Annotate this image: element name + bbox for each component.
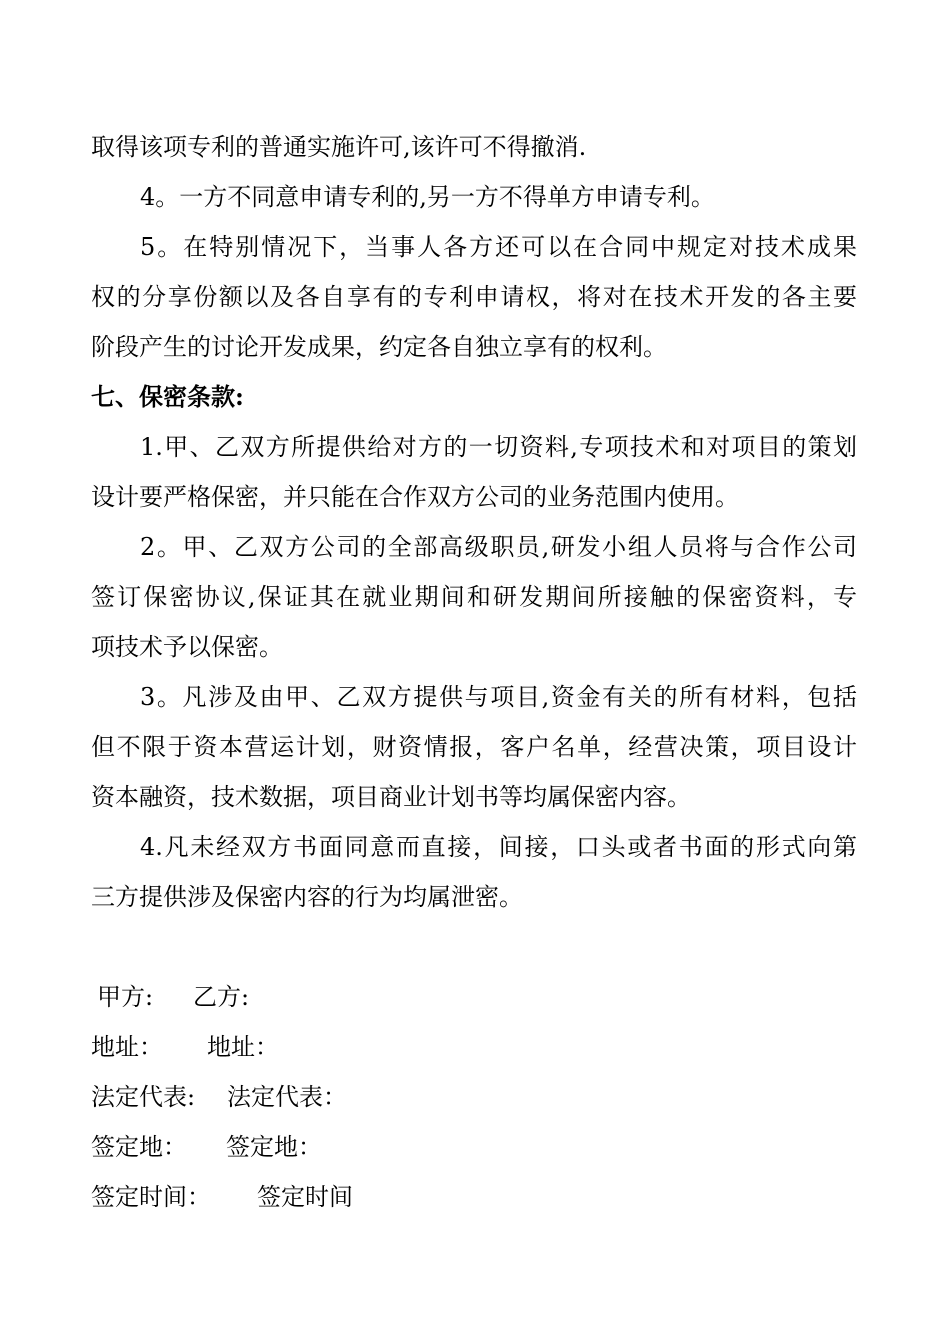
date-a-label: 签定时间： [91,1183,211,1211]
conf-item-2-line-2: 签订保密协议,保证其在就业期间和研发期间所接触的保密资料，专 [91,583,857,611]
date-b-label: 签定时间 [257,1183,353,1211]
section-7-heading: 七、保密条款: [91,382,244,411]
rep-b-label: 法定代表： [227,1083,347,1111]
address-b-label: 地址： [207,1033,279,1061]
conf-item-2-line-3: 项技术予以保密。 [91,633,283,661]
patent-item-5-line-2: 权的分享份额以及各自享有的专利申请权，将对在技术开发的各主要 [91,283,857,311]
conf-item-4-line-1: 4.凡未经双方书面同意而直接，间接，口头或者书面的形式向第 [140,833,857,861]
address-a-label: 地址： [91,1033,163,1061]
place-a-label: 签定地： [91,1133,187,1161]
patent-item-5-line-1: 5。在特别情况下，当事人各方还可以在合同中规定对技术成果 [140,233,857,261]
conf-item-3-line-1: 3。凡涉及由甲、乙双方提供与项目,资金有关的所有材料，包括 [140,683,857,711]
party-b-label: 乙方: [193,983,250,1011]
patent-item-5-line-3: 阶段产生的讨论开发成果，约定各自独立享有的权利。 [91,333,667,361]
conf-item-4-line-2: 三方提供涉及保密内容的行为均属泄密。 [91,883,523,911]
conf-item-2-line-1: 2。甲、乙双方公司的全部高级职员,研发小组人员将与合作公司 [140,533,857,561]
rep-a-label: 法定代表: [91,1083,196,1111]
conf-item-3-line-3: 资本融资，技术数据，项目商业计划书等均属保密内容。 [91,783,691,811]
patent-clause-tail: 取得该项专利的普通实施许可,该许可不得撤消. [91,133,587,161]
party-a-label: 甲方: [97,983,154,1011]
place-b-label: 签定地： [226,1133,322,1161]
conf-item-1-line-2: 设计要严格保密，并只能在合作双方公司的业务范围内使用。 [91,483,739,511]
conf-item-1-line-1: 1.甲、乙双方所提供给对方的一切资料,专项技术和对项目的策划 [140,433,857,461]
patent-item-4: 4。一方不同意申请专利的,另一方不得单方申请专利。 [140,183,715,211]
conf-item-3-line-2: 但不限于资本营运计划，财资情报，客户名单，经营决策，项目设计 [91,733,857,761]
